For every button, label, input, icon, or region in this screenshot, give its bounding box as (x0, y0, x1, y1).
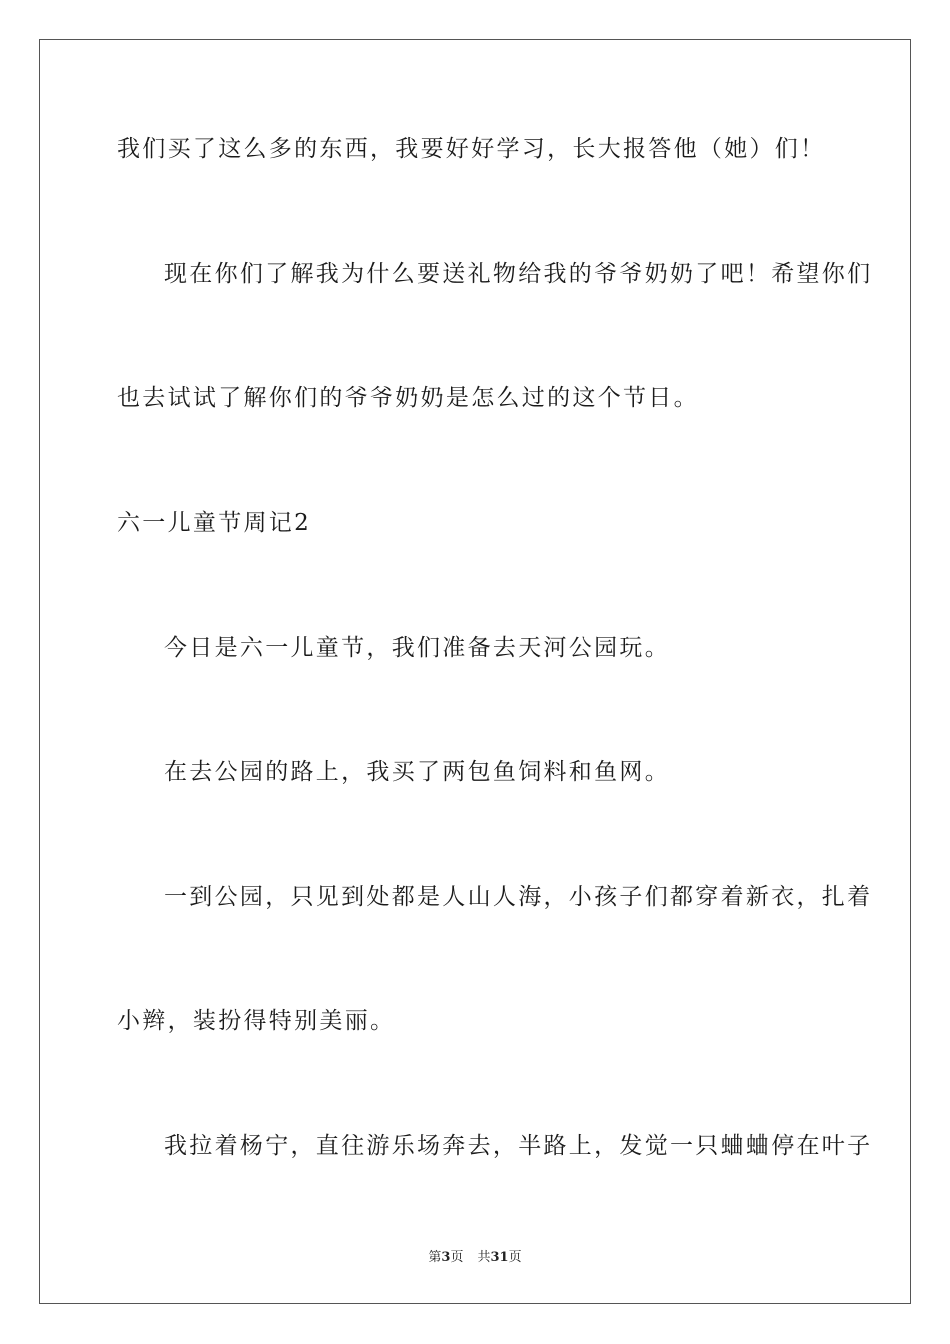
footer-page-suffix: 页 (450, 1250, 464, 1265)
paragraph-line-1: 我们买了这么多的东西，我要好好学习，长大报答他（她）们！ (117, 136, 826, 162)
paragraph-line-6: 一到公园，只见到处都是人山人海，小孩子们都穿着新衣，扎着 (164, 884, 873, 910)
section-heading: 六一儿童节周记2 (117, 510, 312, 536)
footer-total-prefix: 共 (477, 1250, 491, 1265)
footer-page-number: 3 (441, 1250, 451, 1265)
footer-total-suffix: 页 (508, 1250, 522, 1265)
paragraph-line-7: 小辫，装扮得特别美丽。 (117, 1008, 396, 1034)
page-border (39, 39, 911, 1304)
paragraph-line-2: 现在你们了解我为什么要送礼物给我的爷爷奶奶了吧！希望你们 (164, 261, 873, 287)
footer-page-prefix: 第 (428, 1250, 442, 1265)
paragraph-line-3: 也去试试了解你们的爷爷奶奶是怎么过的这个节日。 (117, 385, 699, 411)
paragraph-line-8: 我拉着杨宁，直往游乐场奔去，半路上，发觉一只蛐蛐停在叶子 (164, 1133, 873, 1159)
paragraph-line-4: 今日是六一儿童节，我们准备去天河公园玩。 (164, 635, 670, 661)
page-footer (0, 1246, 950, 1265)
footer-total-pages: 31 (490, 1250, 509, 1265)
paragraph-line-5: 在去公园的路上，我买了两包鱼饲料和鱼网。 (164, 759, 670, 785)
